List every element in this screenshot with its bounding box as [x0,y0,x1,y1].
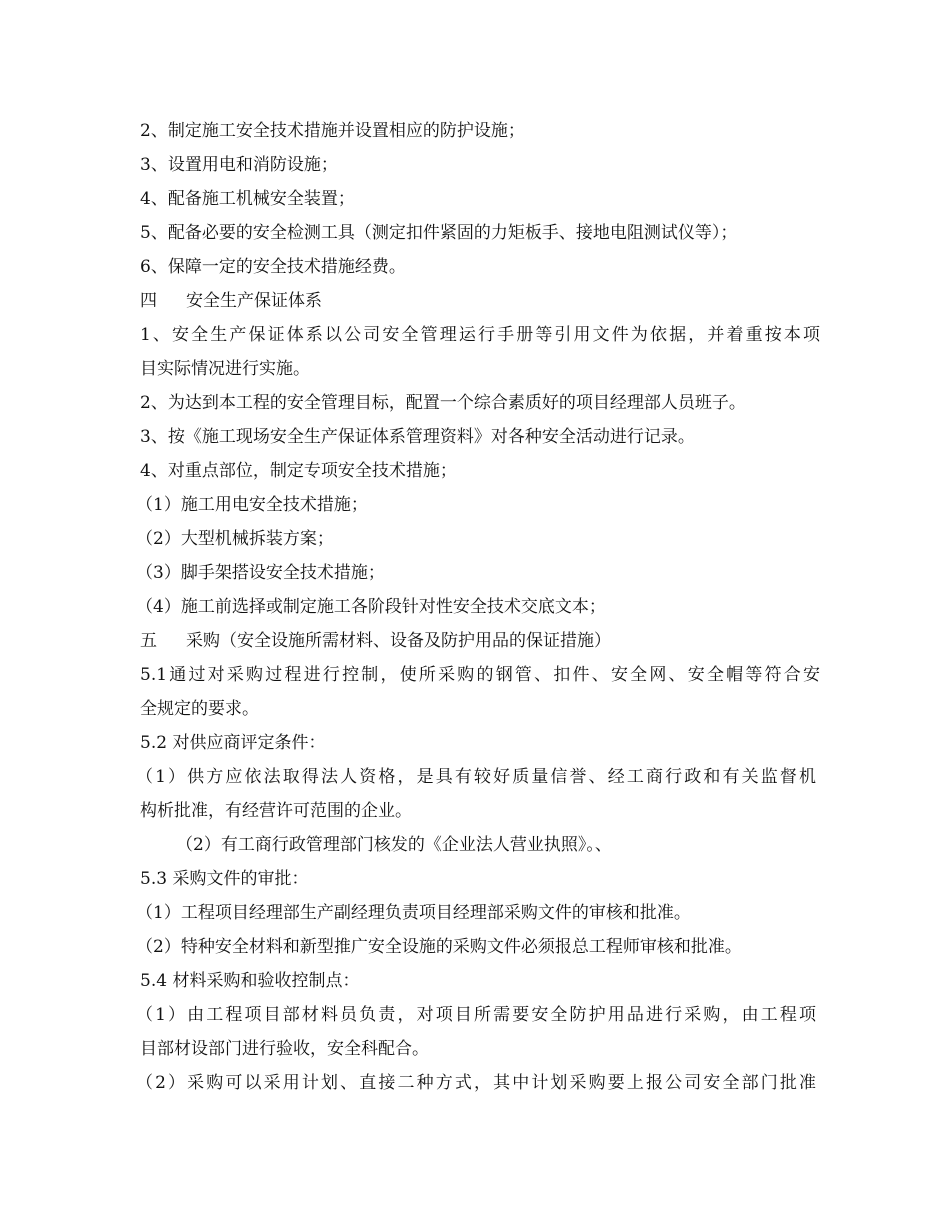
text-line: 5.3 采购文件的审批： [140,869,309,889]
section-number: 四 [140,291,157,311]
text-line: 3、设置用电和消防设施； [140,155,338,175]
text-line: 4、对重点部位，制定专项安全技术措施； [140,461,457,481]
text-line: 5.4 材料采购和验收控制点： [140,971,360,991]
section-heading-5 [140,624,820,658]
section-number: 五 [140,631,157,651]
text-line: （2）大型机械拆装方案； [136,529,334,549]
text-line: 3、按《施工现场安全生产保证体系管理资料》对各种安全活动进行记录。 [140,427,695,447]
text-line: 目实际情况进行实施。 [140,359,310,379]
section-title: 安全生产保证体系 [186,291,322,311]
text-line: 构析批准，有经营许可范围的企业。 [140,801,412,821]
text-line: （4）施工前选择或制定施工各阶段针对性安全技术交底文本； [136,597,606,617]
text-line: 全规定的要求。 [140,699,259,719]
text-line: （3）脚手架搭设安全技术措施； [136,563,385,583]
text-line: 5.2 对供应商评定条件： [140,733,326,753]
text-line: 5.1通过对采购过程进行控制，使所采购的钢管、扣件、安全网、安全帽等符合安 [140,665,820,685]
text-line: 4、配备施工机械安全装置； [140,189,355,209]
text-line: （2）采购可以采用计划、直接二种方式，其中计划采购要上报公司安全部门批准 [136,1073,816,1093]
section-heading-4 [140,284,820,318]
text-line: （1）供方应依法取得法人资格，是具有较好质量信誉、经工商行政和有关监督机 [136,767,816,787]
text-line: （2）有工商行政管理部门核发的《企业法人营业执照》。、 [176,835,612,855]
section-title: 采购（安全设施所需材料、设备及防护用品的保证措施） [186,631,611,651]
text-line: （1）施工用电安全技术措施； [136,495,368,515]
text-line: 6、保障一定的安全技术措施经费。 [140,257,406,277]
text-line: 2、为达到本工程的安全管理目标，配置一个综合素质好的项目经理部人员班子。 [140,393,746,413]
text-line: （1）由工程项目部材料员负责，对项目所需要安全防护用品进行采购，由工程项 [136,1005,816,1025]
text-line: 1、安全生产保证体系以公司安全管理运行手册等引用文件为依据，并着重按本项 [140,325,820,345]
text-line: （2）特种安全材料和新型推广安全设施的采购文件必须报总工程师审核和批准。 [136,937,742,957]
text-line: 5、配备必要的安全检测工具（测定扣件紧固的力矩板手、接地电阻测试仪等）； [140,223,738,243]
text-line: 2、制定施工安全技术措施并设置相应的防护设施； [140,121,525,141]
text-line: 目部材设部门进行验收，安全科配合。 [140,1039,429,1059]
text-line: （1）工程项目经理部生产副经理负责项目经理部采购文件的审核和批准。 [136,903,691,923]
